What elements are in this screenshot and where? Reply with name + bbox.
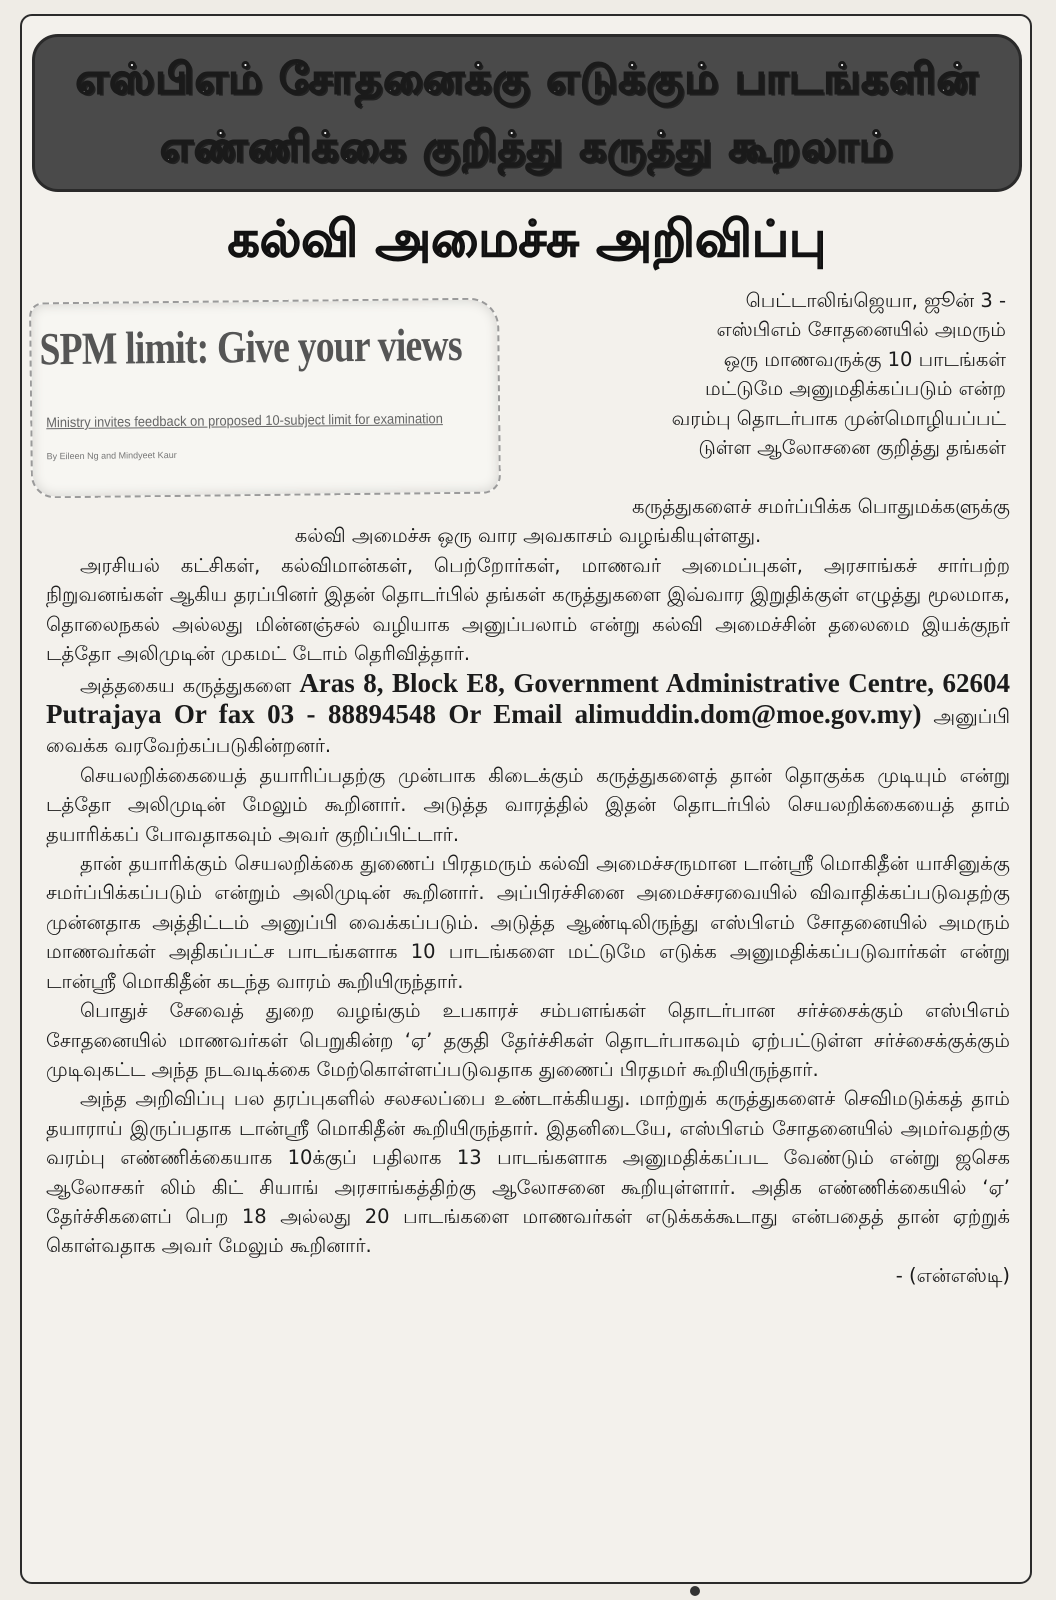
headline-line-2: எண்ணிக்கை குறித்து கருத்து கூறலாம்: [160, 122, 894, 171]
intro-cont-line: கருத்துகளைச் சமர்ப்பிக்க பொதுமக்களுக்கு: [631, 495, 1010, 518]
source-credit: - (என்எஸ்டி): [895, 1263, 1010, 1287]
subheadline: கல்வி அமைச்சு அறிவிப்பு: [227, 210, 827, 268]
intro-line: பெட்டாலிங்ஜெயா, ஜூன் 3 -: [745, 289, 1006, 312]
intro-line: ஒரு மாணவருக்கு 10 பாடங்கள்: [723, 347, 1006, 371]
paragraph-2-tail: அனுப்பி வைக்க வரவேற்கப்படுகின்றனர்.: [46, 705, 1011, 758]
paragraph-1: அரசியல் கட்சிகள், கல்விமான்கள், பெற்றோர்கள், மாணவர் அமைப்புகள், அரசாங்கச் சார்பற்ற நிறுவனங்கள் ஆகிய தரப்பினர் இதன் தொடர்பில் தங்கள் கருத்துகளை இவ்வார இறுதிக்குள் எழுத்து மூலமாக, தொலைநகல் அல்லது மின்னஞ்சல் வழியாக அனுப்பலாம் என்று கல்வி அமைச்சின் தலைமை இயக்குநர் டத்தோ அலிமுடின் முகமட் டோம் தெரிவித்தார்.: [46, 554, 1010, 666]
paragraph-6: அந்த அறிவிப்பு பல தரப்புகளில் சலசலப்பை உண்டாக்கியது. மாற்றுக் கருத்துகளைச் செவிமடுக்கத் தாம் தயாராய் இருப்பதாக டான்ஸ்ரீ மொகிதீன் கூறியிருந்தார். இதனிடையே, எஸ்பிஎம் சோதனையில் அமர்வதற்கு வரம்பு எண்ணிக்கையாக 10க்குப் பதிலாக 13 பாடங்களாக அனுமதிக்கப்பட வேண்டும் என்று ஜசெக ஆலோசகர் லிம் கிட் சியாங் அரசாங்கத்திற்கு ஆலோசனை கூறியுள்ளார். அதிக எண்ணிக்கையில் ‘ஏ’ தேர்ச்சிகளைப் பெற 18 அல்லது 20 பாடங்களை மாணவர்கள் எடுக்கக்கூடாது என்பதைத் தான் ஏற்றுக் கொள்வதாக அவர் மேலும் கூறினார்.: [46, 1087, 1010, 1258]
ministry-address: Aras 8, Block E8, Government Administrative Centre, 62604 Putrajaya Or fax 03 - 88894548 Or Email alimuddin.dom@moe.gov.my): [46, 667, 1010, 730]
intro-line: டுள்ள ஆலோசனை குறித்து தங்கள்: [698, 436, 1006, 460]
cutout-subtitle: Ministry invites feedback on proposed 10-subject limit for examination: [46, 410, 443, 431]
article-body: [46, 551, 1010, 1290]
intro-line: எஸ்பிஎம் சோதனையில் அமரும்: [716, 318, 1006, 342]
intro-line: வரம்பு தொடர்பாக முன்மொழியப்பட்: [671, 406, 1006, 430]
paragraph-5: பொதுச் சேவைத் துறை வழங்கும் உபகாரச் சம்பளங்கள் தொடர்பான சர்ச்சைக்கும் எஸ்பிஎம் சோதனையில் மாணவர்கள் பெறுகின்ற ‘ஏ’ தகுதி தேர்ச்சிகள் தொடர்பாகவும் ஏற்பட்டுள்ள சர்ச்சைக்குக்கும் முடிவுகட்ட அந்த நடவடிக்கை மேற்கொள்ளப்படுவதாக துணைப் பிரதமர் கூறியிருந்தார்.: [46, 999, 1010, 1081]
headline-banner: [32, 34, 1022, 192]
paragraph-2: [46, 669, 1010, 761]
intro-last-line: கல்வி அமைச்சு ஒரு வார அவகாசம் வழங்கியுள்ளது.: [294, 524, 762, 548]
headline-line-1: எஸ்பிஎம் சோதனைக்கு எடுக்கும் பாடங்களின்: [75, 54, 979, 103]
cutout-title: SPM limit: Give your views: [39, 318, 462, 375]
paragraph-3: செயலறிக்கையைத் தயாரிப்பதற்கு முன்பாக கிடைக்கும் கருத்துகளைத் தான் தொகுக்க முடியும் என்று டத்தோ அலிமுடின் மேலும் கூறினார். அடுத்த வாரத்தில் இதன் தொடர்பில் செயலறிக்கையைத் தாம் தயாரிக்கப் போவதாகவும் அவர் குறிப்பிட்டார்.: [46, 763, 1010, 846]
decorative-dot: [690, 1586, 700, 1596]
cutout-byline: By Eileen Ng and Mindyeet Kaur: [46, 449, 177, 462]
intro-line: மட்டுமே அனுமதிக்கப்படும் என்ற: [705, 377, 1006, 401]
english-news-cutout: [29, 298, 501, 499]
paragraph-4: தான் தயாரிக்கும் செயலறிக்கை துணைப் பிரதமரும் கல்வி அமைச்சருமான டான்ஸ்ரீ மொகிதீன் யாசினுக்கு சமர்ப்பிக்கப்படும் என்றும் அலிமுடின் கூறினார். அப்பிரச்சினை அமைச்சரவையில் விவாதிக்கப்படுவதற்கு முன்னதாக அத்திட்டம் அனுப்பி வைக்கப்படும். அடுத்த ஆண்டிலிருந்து எஸ்பிஎம் சோதனையில் அமரும் மாணவர்கள் அதிகப்பட்ச பாடங்களாக 10 பாடங்களை மட்டுமே எடுக்க அனுமதிக்கப்படுவார்கள் என்று டான்ஸ்ரீ மொகிதீன் கடந்த வாரம் கூறியிருந்தார்.: [46, 852, 1010, 993]
intro-paragraph: [522, 286, 1006, 462]
paragraph-2-lead: அத்தகைய கருத்துகளை: [80, 673, 292, 697]
intro-continuation: [46, 492, 1010, 551]
